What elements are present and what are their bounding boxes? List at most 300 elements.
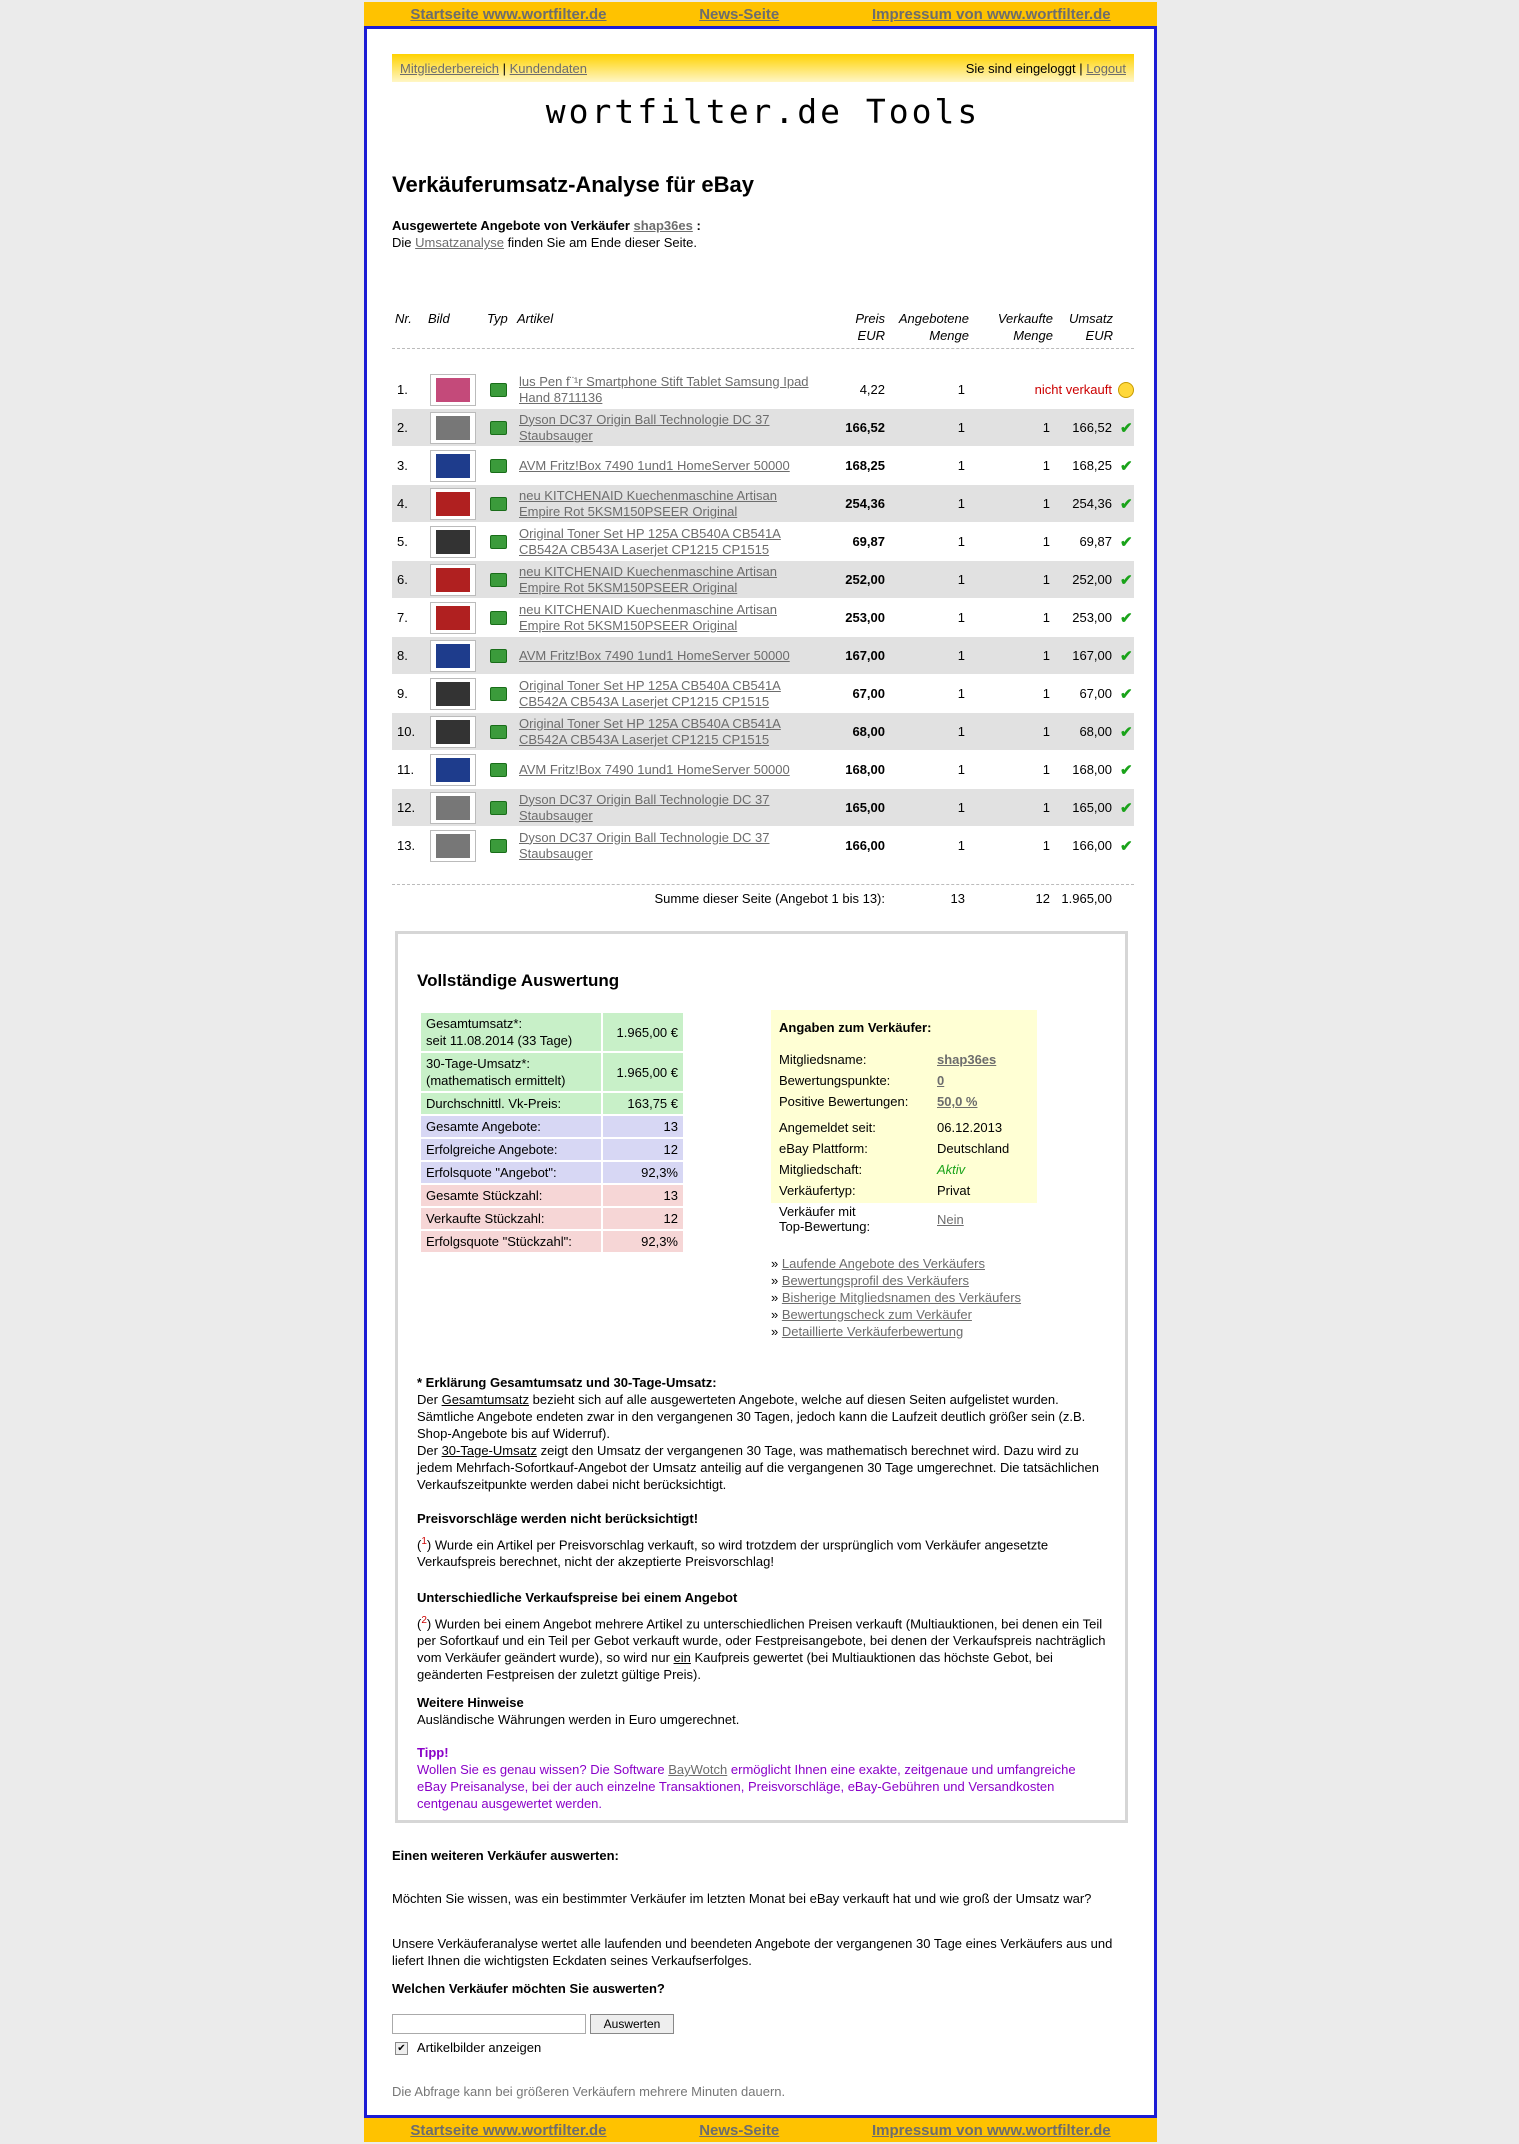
platform-label: eBay Plattform: (779, 1141, 868, 1156)
item-price: 253,00 (845, 610, 885, 625)
member-links (400, 61, 587, 76)
check-icon: ✔ (1120, 723, 1133, 741)
revenue-analysis-link[interactable]: Umsatzanalyse (415, 235, 505, 250)
item-title-link[interactable]: neu KITCHENAID Kuechenmaschine Artisan Empire Rot 5KSM150PSEER Original (519, 601, 777, 633)
stat-label-cell (421, 1185, 601, 1206)
registered-since-label: Angemeldet seit: (779, 1120, 876, 1135)
item-offered: 1 (957, 572, 965, 587)
item-title-link[interactable]: AVM Fritz!Box 7490 1und1 HomeServer 50000 (519, 457, 790, 473)
check-icon: ✔ (1120, 495, 1133, 513)
item-revenue: nicht verkauft (1034, 382, 1112, 397)
stat-label: 30-Tage-Umsatz*: (426, 1056, 531, 1071)
check-icon: ✔ (1120, 419, 1133, 437)
row-number: 11. (397, 762, 415, 777)
check-icon: ✔ (1120, 457, 1133, 475)
item-offered: 1 (957, 724, 965, 739)
item-offered: 1 (957, 762, 965, 777)
stat-value: 92,3% (603, 1162, 683, 1183)
item-revenue: 254,36 (1072, 496, 1112, 511)
intro-suffix: : (696, 218, 701, 233)
item-revenue: 253,00 (1072, 610, 1112, 625)
col-nr: Nr. (395, 311, 412, 326)
sum-sold: 12 (1035, 891, 1050, 906)
link-prefix: » (771, 1307, 779, 1322)
col-verkaufte: Verkaufte (997, 311, 1053, 326)
item-title-link[interactable]: Dyson DC37 Origin Ball Technologie DC 37 Staubsauger (519, 829, 770, 861)
row-number: 4. (397, 496, 408, 511)
member-name-link[interactable]: shap36es (937, 1052, 997, 1067)
item-offered: 1 (957, 610, 965, 625)
row-number: 13. (397, 838, 416, 853)
stat-label: Gesamtumsatz*: (426, 1016, 523, 1031)
expl-p5: Ausländische Währungen werden in Euro umgerechnet. (417, 1712, 740, 1727)
col-preis: Preis (855, 311, 885, 326)
item-thumbnail[interactable] (430, 599, 476, 636)
tipp-box (417, 1744, 1107, 1812)
item-offered: 1 (957, 648, 965, 663)
link-prefix: » (771, 1290, 779, 1305)
item-revenue: 68,00 (1079, 724, 1112, 739)
expl-p4: ($^2$) Wurden bei einem Angebot mehrere Artikel zu unterschiedlichen Preisen verkauft (Multiauktionen, bei denen ein Teil per Sofortkauf und ein Teil per Gebot verkauft wurde, oder Festpreisangebote, bei denen der Verkaufspreis nachträglich vom Verkäufer geändert wurde), so wird nur ein Kaufpreis gewertet (bei Multiauktionen das höchste Gebot, bei geänderten Festpreisen der zuletzt gültige Preis). (417, 1615, 1106, 1683)
row-number: 9. (397, 686, 408, 701)
item-revenue: 252,00 (1072, 572, 1112, 587)
seller-type-value: Privat (937, 1183, 971, 1198)
separator: | (502, 60, 507, 76)
expl-p2-term: 30-Tage-Umsatz (441, 1443, 537, 1458)
item-price: 166,00 (845, 838, 885, 853)
seller-link-item (771, 1255, 1021, 1272)
item-title-cell (519, 637, 819, 674)
item-thumbnail[interactable] (430, 561, 476, 598)
item-price: 69,87 (852, 534, 885, 549)
top-rated-label-2: Top-Bewertung: (779, 1219, 871, 1234)
col-bild: Bild (428, 311, 450, 326)
item-title-link[interactable]: Dyson DC37 Origin Ball Technologie DC 37 Staubsauger (519, 791, 770, 823)
item-offered: 1 (957, 534, 965, 549)
expl-p1-term: Gesamtumsatz (441, 1392, 529, 1407)
item-title-link[interactable]: AVM Fritz!Box 7490 1und1 HomeServer 50000 (519, 761, 790, 777)
show-images-checkbox[interactable]: ✔ (395, 2042, 408, 2055)
top-rated-label-1: Verkäufer mit (779, 1204, 856, 1219)
stat-value: 12 (603, 1208, 683, 1229)
table-row (392, 523, 1134, 561)
item-sold: 1 (1042, 496, 1050, 511)
stat-value: 13 (603, 1185, 683, 1206)
feedback-points-link[interactable]: 0 (937, 1073, 945, 1088)
buy-now-icon (490, 371, 507, 408)
stats-row (421, 1053, 683, 1091)
buy-now-icon (490, 561, 507, 598)
item-thumbnail[interactable] (430, 789, 476, 826)
item-thumbnail[interactable] (430, 409, 476, 446)
tipp-post: ermöglicht Ihnen eine exakte, zeitgenaue und umfangreiche eBay Preisanalyse, bei der auch einzelne Transaktionen, Preisvorschläge, eBay-Gebühren und Versandkosten centgenau ausgewertet werden. (417, 1762, 1076, 1811)
item-title-cell (519, 713, 819, 750)
expl-heading-1: * Erklärung Gesamtumsatz und 30-Tage-Umsatz: (417, 1375, 717, 1390)
explanation-hints (417, 1694, 1107, 1728)
nav-news-link[interactable]: News-Seite (699, 2121, 780, 2139)
stat-value: 12 (603, 1139, 683, 1160)
check-icon: ✔ (1120, 571, 1133, 589)
stats-table (419, 1011, 685, 1254)
item-price: 165,00 (845, 800, 885, 815)
item-revenue: 67,00 (1079, 686, 1112, 701)
logout-link[interactable]: Logout (1086, 60, 1126, 76)
evaluation-box (395, 931, 1128, 1823)
row-number: 8. (397, 648, 408, 663)
seller-type-label: Verkäufertyp: (779, 1183, 856, 1198)
buy-now-icon (490, 409, 507, 446)
item-offered: 1 (957, 496, 965, 511)
buy-now-icon (490, 523, 507, 560)
another-seller-question: Welchen Verkäufer möchten Sie auswerten? (392, 1981, 665, 1996)
item-price: 167,00 (845, 648, 885, 663)
stat-label: Durchschnittl. Vk-Preis: (426, 1096, 562, 1111)
membership-value: Aktiv (937, 1162, 966, 1177)
item-price: 168,25 (845, 458, 885, 473)
check-icon: ✔ (1120, 609, 1133, 627)
table-row (392, 599, 1134, 637)
row-number: 1. (397, 382, 408, 397)
logged-in-text: Sie sind eingeloggt (965, 60, 1076, 76)
page-title: Verkäuferumsatz-Analyse für eBay (392, 172, 754, 197)
sum-row (392, 884, 1134, 915)
buy-now-icon (490, 485, 507, 522)
link-prefix: » (771, 1256, 779, 1271)
seller-info-title: Angaben zum Verkäufer: (779, 1020, 932, 1035)
col-verkaufte-2: Menge (1013, 328, 1053, 343)
duration-note: Die Abfrage kann bei größeren Verkäufern mehrere Minuten dauern. (392, 2084, 786, 2099)
stat-label: Gesamte Stückzahl: (426, 1188, 543, 1203)
separator: | (1079, 60, 1083, 76)
item-sold: 1 (1042, 458, 1050, 473)
item-thumbnail[interactable] (430, 751, 476, 788)
item-title-link[interactable]: AVM Fritz!Box 7490 1und1 HomeServer 50000 (519, 647, 790, 663)
expl-p2-post: zeigt den Umsatz der vergangenen 30 Tage, was mathematisch berechnet wird. Dazu wird zu jedem Mehrfach-Sofortkauf-Angebot der Umsatz anteilig auf die vergangenen 30 Tage umgerechnet. Die tatsächlichen Verkaufszeitpunkte werden dabei nicht berücksichtigt. (417, 1443, 1099, 1492)
positive-feedback-label: Positive Bewertungen: (779, 1094, 909, 1109)
stats-row (421, 1185, 683, 1206)
item-title-cell (519, 751, 819, 788)
stat-value: 92,3% (603, 1231, 683, 1252)
stat-label-cell (421, 1162, 601, 1183)
col-angebotene-2: Menge (929, 328, 969, 343)
item-sold: 1 (1042, 572, 1050, 587)
buy-now-icon (490, 675, 507, 712)
row-number: 12. (397, 800, 416, 815)
sum-revenue: 1.965,00 (1061, 891, 1112, 906)
footnote-2: 2 (421, 1615, 427, 1626)
seller-info-link[interactable]: Detaillierte Verkäuferbewertung (781, 1324, 964, 1339)
col-umsatz: Umsatz (1068, 311, 1113, 326)
footnote-1: 1 (421, 1536, 427, 1547)
top-rated-link[interactable]: Nein (937, 1212, 964, 1227)
stat-value: 163,75 € (603, 1093, 683, 1114)
buy-now-icon (490, 751, 507, 788)
seller-name-input[interactable] (392, 2014, 586, 2034)
tipp-heading: Tipp! (417, 1745, 449, 1760)
stats-row (421, 1208, 683, 1229)
row-number: 7. (397, 610, 408, 625)
sum-label: Summe dieser Seite (Angebot 1 bis 13): (654, 891, 885, 906)
check-icon: ✔ (1120, 533, 1133, 551)
explanation-prices (417, 1589, 1107, 1683)
stats-row (421, 1139, 683, 1160)
item-title-link[interactable]: Original Toner Set HP 125A CB540A CB541A CB542A CB543A Laserjet CP1215 CP1515 (519, 525, 781, 557)
intro-line2-post: finden Sie am Ende dieser Seite. (507, 235, 697, 250)
seller-info-link[interactable]: Laufende Angebote des Verkäufers (781, 1256, 985, 1271)
seller-info-link[interactable]: Bewertungsprofil des Verkäufers (781, 1273, 970, 1288)
stats-row (421, 1013, 683, 1051)
buy-now-icon (490, 447, 507, 484)
row-number: 6. (397, 572, 408, 587)
item-price: 168,00 (845, 762, 885, 777)
nav-impressum-link[interactable]: Impressum von www.wortfilter.de (871, 2121, 1111, 2139)
site-logo: wortfilter.de Tools (545, 92, 981, 131)
check-icon: ✔ (1120, 837, 1133, 855)
login-status (966, 61, 1126, 76)
item-thumbnail[interactable] (430, 637, 476, 674)
expl-p1-pre: Der (417, 1392, 438, 1407)
item-revenue: 165,00 (1072, 800, 1112, 815)
stat-label: Erfolgsquote "Stückzahl": (426, 1234, 572, 1249)
member-name-label: Mitgliedsname: (779, 1052, 867, 1067)
item-title-cell (519, 523, 819, 560)
table-row (392, 371, 1134, 409)
member-bar (392, 54, 1134, 82)
item-offered: 1 (957, 686, 965, 701)
item-title-cell (519, 485, 819, 522)
item-title-cell (519, 789, 819, 826)
item-price: 68,00 (852, 724, 885, 739)
expl-heading-4: Weitere Hinweise (417, 1695, 524, 1710)
item-revenue: 166,00 (1072, 838, 1112, 853)
col-umsatz-unit: EUR (1085, 328, 1113, 343)
row-number: 2. (397, 420, 408, 435)
intro-prefix: Ausgewertete Angebote von Verkäufer (392, 218, 630, 233)
check-icon: ✔ (1120, 799, 1133, 817)
item-sold: 1 (1042, 838, 1050, 853)
item-title-cell (519, 447, 819, 484)
item-sold: 1 (1042, 534, 1050, 549)
item-thumbnail[interactable] (430, 371, 476, 408)
stat-label: Erfolsquote "Angebot": (426, 1165, 557, 1180)
row-number: 3. (397, 458, 408, 473)
check-icon: ✔ (1120, 685, 1133, 703)
item-sold: 1 (1042, 610, 1050, 625)
item-title-link[interactable]: Original Toner Set HP 125A CB540A CB541A CB542A CB543A Laserjet CP1215 CP1515 (519, 715, 781, 747)
show-images-row (392, 2039, 1134, 2056)
item-price: 67,00 (852, 686, 885, 701)
smiley-icon (1118, 371, 1134, 408)
table-row (392, 561, 1134, 599)
item-thumbnail[interactable] (430, 713, 476, 750)
seller-link[interactable]: shap36es (633, 218, 693, 233)
expl-p4-pre: Wurden bei einem Angebot mehrere Artikel zu unterschiedlichen Preisen verkauft (Multiauktionen, bei denen ein Teil per Sofortkauf und ein Teil per Gebot verkauft wurde, oder Festpreisangebote, bei denen der Verkaufspreis nachträglich vom Verkäufer geändert wurde), so wird nur (417, 1616, 1106, 1666)
stat-label: Verkaufte Stückzahl: (426, 1211, 545, 1226)
another-seller-p1: Möchten Sie wissen, was ein bestimmter Verkäufer im letzten Monat bei eBay verkauft hat und wie groß der Umsatz war? (392, 1891, 1092, 1906)
link-prefix: » (771, 1324, 779, 1339)
members-area-link[interactable]: Mitgliederbereich (400, 60, 499, 76)
stat-label-cell (421, 1139, 601, 1160)
item-offered: 1 (957, 800, 965, 815)
row-number: 10. (397, 724, 416, 739)
buy-now-icon (490, 637, 507, 674)
table-row (392, 409, 1134, 447)
item-revenue: 168,00 (1072, 762, 1112, 777)
check-icon: ✔ (1120, 761, 1133, 779)
col-preis-unit: EUR (857, 328, 885, 343)
item-sold: 1 (1042, 420, 1050, 435)
expl-p1-post: bezieht sich auf alle ausgewerteten Angebote, welche auf diesen Seiten aufgelistet wurden. Sämtliche Angebote endeten zwar in den vergangenen 30 Tagen, jedoch kann die Laufzeit deutlich größer sein (z.B. Shop-Angebote bis auf Widerruf). (417, 1392, 1086, 1441)
registered-since-value: 06.12.2013 (937, 1120, 1003, 1135)
expl-p4-em: ein (673, 1650, 691, 1666)
item-revenue: 69,87 (1079, 534, 1112, 549)
stat-label: Gesamte Angebote: (426, 1119, 541, 1134)
table-row (392, 485, 1134, 523)
stat-label-cell (421, 1053, 601, 1091)
item-price: 254,36 (845, 496, 885, 511)
item-sold: 1 (1042, 762, 1050, 777)
stat-value: 1.965,00 € (603, 1013, 683, 1051)
item-price: 4,22 (859, 382, 885, 397)
seller-link-item (771, 1272, 1021, 1289)
expl-p4-post: Kaufpreis gewertet (bei Multiauktionen das höchste Gebot, bei geänderten Festpreisen der zuletzt gültige Preis). (417, 1650, 1053, 1683)
search-form (392, 2014, 1134, 2038)
stat-label-cell (421, 1013, 601, 1051)
table-row (392, 637, 1134, 675)
nav-home-link[interactable]: Startseite www.wortfilter.de (410, 5, 607, 23)
item-title-link[interactable]: Dyson DC37 Origin Ball Technologie DC 37 Staubsauger (519, 411, 770, 443)
item-title-cell (519, 409, 819, 446)
baywotch-link[interactable]: BayWotch (668, 1762, 728, 1777)
expl-heading-3: Unterschiedliche Verkaufspreise bei einem Angebot (417, 1590, 738, 1605)
seller-info-box (771, 1010, 1037, 1234)
table-row (392, 675, 1134, 713)
another-seller-title: Einen weiteren Verkäufer auswerten: (392, 1848, 619, 1863)
item-title-link[interactable]: Original Toner Set HP 125A CB540A CB541A CB542A CB543A Laserjet CP1215 CP1515 (519, 677, 781, 709)
table-row (392, 447, 1134, 485)
stats-row (421, 1093, 683, 1114)
expl-heading-2: Preisvorschläge werden nicht berücksichtigt! (417, 1511, 699, 1526)
item-revenue: 166,52 (1072, 420, 1112, 435)
seller-link-item (771, 1289, 1021, 1306)
evaluate-button[interactable]: Auswerten (590, 2014, 674, 2034)
stat-label-cell (421, 1093, 601, 1114)
feedback-points-label: Bewertungspunkte: (779, 1073, 891, 1088)
item-title-cell (519, 675, 819, 712)
stat-label-cell (421, 1116, 601, 1137)
item-offered: 1 (957, 420, 965, 435)
item-thumbnail[interactable] (430, 485, 476, 522)
item-revenue: 167,00 (1072, 648, 1112, 663)
item-title-cell (519, 561, 819, 598)
item-sold: 1 (1042, 800, 1050, 815)
nav-home-link[interactable]: Startseite www.wortfilter.de (410, 2121, 607, 2139)
item-thumbnail[interactable] (430, 523, 476, 560)
tipp-pre: Wollen Sie es genau wissen? Die Software (417, 1762, 665, 1777)
intro-line2-pre: Die (392, 235, 412, 250)
item-title-cell (519, 827, 819, 864)
stat-label-cell (421, 1208, 601, 1229)
table-row (392, 827, 1134, 865)
col-typ: Typ (487, 311, 508, 326)
item-title-cell (519, 599, 819, 636)
item-price: 252,00 (845, 572, 885, 587)
stats-row (421, 1116, 683, 1137)
item-revenue: 168,25 (1072, 458, 1112, 473)
customer-data-link[interactable]: Kundendaten (509, 60, 587, 76)
nav-news-link[interactable]: News-Seite (699, 5, 780, 23)
item-title-link[interactable]: lus Pen f¨¹r Smartphone Stift Tablet Samsung Ipad Hand 8711136 (519, 373, 809, 405)
stats-row (421, 1162, 683, 1183)
col-angebotene: Angebotene (898, 311, 969, 326)
platform-value: Deutschland (937, 1141, 1010, 1156)
sum-offered: 13 (950, 891, 965, 906)
item-thumbnail[interactable] (430, 447, 476, 484)
item-thumbnail[interactable] (430, 675, 476, 712)
buy-now-icon (490, 713, 507, 750)
seller-link-item (771, 1306, 1021, 1323)
link-prefix: » (771, 1273, 779, 1288)
expl-p3-text: Wurde ein Artikel per Preisvorschlag verkauft, so wird trotzdem der ursprünglich vom Verkäufer angesetzte Verkaufspreis berechnet, nicht der akzeptierte Preisvorschlag! (417, 1537, 1049, 1570)
show-images-label: Artikelbilder anzeigen (416, 2040, 542, 2055)
stat-value: 1.965,00 € (603, 1053, 683, 1091)
item-sold: 1 (1042, 724, 1050, 739)
table-row (392, 713, 1134, 751)
seller-info-link[interactable]: Bewertungscheck zum Verkäufer (781, 1307, 972, 1322)
evaluation-title: Vollständige Auswertung (417, 971, 620, 990)
table-row (392, 789, 1134, 827)
top-nav (364, 2, 1157, 26)
item-thumbnail[interactable] (430, 827, 476, 864)
item-table (392, 371, 1134, 865)
main-frame (364, 26, 1157, 2118)
explanation-revenue (417, 1374, 1107, 1493)
nav-impressum-link[interactable]: Impressum von www.wortfilter.de (871, 5, 1111, 23)
item-price: 166,52 (845, 420, 885, 435)
check-icon: ✔ (1120, 647, 1133, 665)
stat-label-2: (mathematisch ermittelt) (426, 1073, 566, 1088)
item-sold: 1 (1042, 648, 1050, 663)
expl-p2-pre: Der (417, 1443, 438, 1458)
another-seller-p2: Unsere Verkäuferanalyse wertet alle laufenden und beendeten Angebote der vergangenen 30 Tage eines Verkäufers aus und liefert Ihnen die wichtigsten Eckdaten seines Verkaufserfolges. (392, 1936, 1113, 1968)
positive-feedback-link[interactable]: 50,0 % (937, 1094, 978, 1109)
item-title-link[interactable]: neu KITCHENAID Kuechenmaschine Artisan Empire Rot 5KSM150PSEER Original (519, 487, 777, 519)
item-offered: 1 (957, 382, 965, 397)
item-offered: 1 (957, 838, 965, 853)
seller-info-link[interactable]: Bisherige Mitgliedsnamen des Verkäufers (781, 1290, 1022, 1305)
item-sold: 1 (1042, 686, 1050, 701)
stat-label-cell (421, 1231, 601, 1252)
membership-label: Mitgliedschaft: (779, 1162, 863, 1177)
table-header (392, 282, 1134, 349)
explanation-offers (417, 1510, 1107, 1570)
stat-label-2: seit 11.08.2014 (33 Tage) (426, 1033, 573, 1048)
stats-row (421, 1231, 683, 1252)
row-number: 5. (397, 534, 408, 549)
intro-text (392, 217, 701, 251)
seller-link-item (771, 1323, 1021, 1340)
stat-value: 13 (603, 1116, 683, 1137)
expl-p3: ($^1$) Wurde ein Artikel per Preisvorschlag verkauft, so wird trotzdem der ursprünglich vom Verkäufer angesetzte Verkaufspreis berechnet, nicht der akzeptierte Preisvorschlag! (417, 1536, 1049, 1570)
table-row (392, 751, 1134, 789)
stat-label: Erfolgreiche Angebote: (426, 1142, 558, 1157)
bottom-nav (364, 2118, 1157, 2142)
item-title-cell (519, 371, 819, 408)
col-artikel: Artikel (517, 311, 554, 326)
seller-links (771, 1255, 1021, 1340)
item-offered: 1 (957, 458, 965, 473)
item-title-link[interactable]: neu KITCHENAID Kuechenmaschine Artisan Empire Rot 5KSM150PSEER Original (519, 563, 777, 595)
